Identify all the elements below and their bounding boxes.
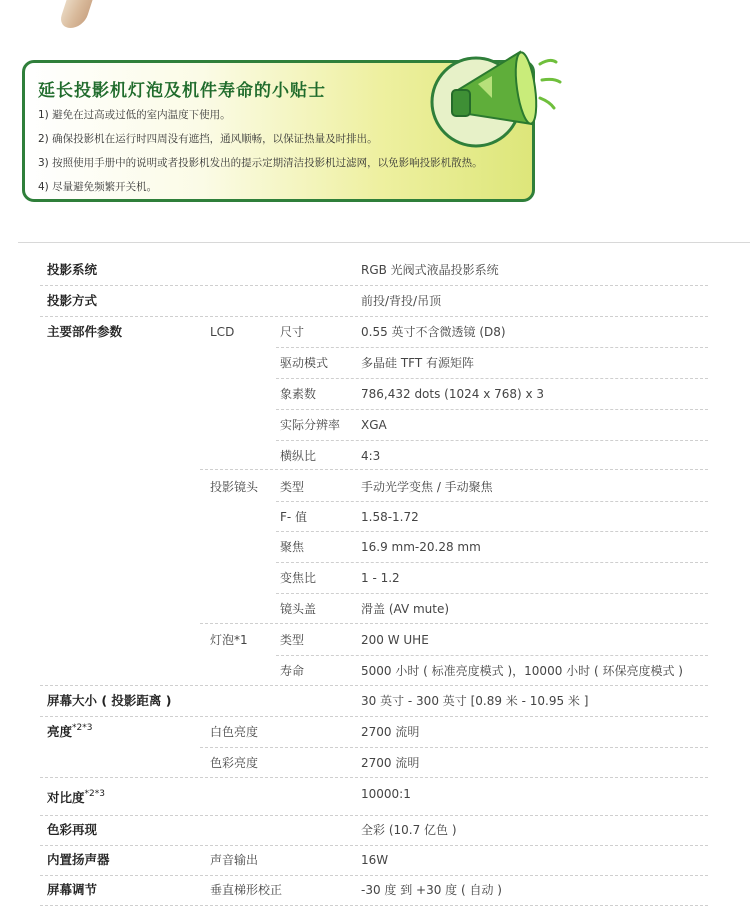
- spec-value: 多晶硅 TFT 有源矩阵: [361, 356, 474, 370]
- table-row: [0, 656, 750, 686]
- spec-value: 0.55 英寸不含微透镜 (D8): [361, 325, 506, 339]
- spec-group: LCD: [210, 325, 235, 339]
- spec-value: 1 - 1.2: [361, 571, 400, 585]
- spec-attribute: 横纵比: [280, 449, 317, 463]
- tip-title: 延长投影机灯泡及机件寿命的小贴士: [38, 81, 326, 101]
- table-row: [0, 502, 750, 532]
- table-row: [0, 532, 750, 562]
- spec-value: 4:3: [361, 449, 381, 463]
- spec-group: 投影镜头: [210, 480, 259, 494]
- spec-category: 对比度$^{*2*3}$: [47, 789, 105, 805]
- table-row: [0, 686, 750, 716]
- spec-group: 灯泡*1: [210, 633, 248, 647]
- spec-attribute: 聚焦: [280, 540, 305, 554]
- footnote-marker: *2*3: [72, 723, 93, 733]
- tip-item: 2) 确保投影机在运行时四周没有遮挡，通风顺畅，以保证热量及时排出。: [38, 133, 378, 145]
- spec-value: 全彩 (10.7 亿色 ): [361, 823, 457, 837]
- table-row: [0, 781, 750, 815]
- spec-group: 垂直梯形校正: [210, 883, 283, 897]
- table-row: [0, 748, 750, 778]
- spec-attribute: 镜头盖: [280, 602, 317, 616]
- tip-list: [38, 107, 483, 203]
- row-separator: [200, 623, 708, 624]
- table-row: [0, 379, 750, 409]
- spec-group: 声音输出: [210, 853, 259, 867]
- spec-value: 5000 小时 ( 标准亮度模式 )，10000 小时 ( 环保亮度模式 ): [361, 664, 683, 678]
- spec-value: 1.58-1.72: [361, 510, 419, 524]
- table-row: [0, 875, 750, 905]
- spec-value: 滑盖 (AV mute): [361, 602, 450, 616]
- megaphone-icon: [428, 30, 568, 150]
- section-divider: [18, 242, 750, 243]
- table-row: [0, 410, 750, 440]
- spec-category: 屏幕调节: [47, 882, 98, 897]
- table-row: [0, 348, 750, 378]
- spec-attribute: F- 值: [280, 510, 308, 524]
- spec-value: 200 W UHE: [361, 633, 429, 647]
- table-row: [0, 286, 750, 316]
- spec-attribute: 尺寸: [280, 325, 305, 339]
- table-row: [0, 594, 750, 624]
- spec-attribute: 类型: [280, 633, 305, 647]
- row-separator: [200, 469, 708, 470]
- spec-attribute: 变焦比: [280, 571, 317, 585]
- tip-item: 1) 避免在过高或过低的室内温度下使用。: [38, 109, 231, 121]
- spec-category: 屏幕大小 ( 投影距离 ): [47, 693, 172, 708]
- spec-category: 亮度$^{*2*3}$: [47, 723, 93, 739]
- footnote-marker: *2*3: [84, 789, 105, 799]
- spec-value: RGB 光阀式液晶投影系统: [361, 263, 499, 277]
- spec-attribute: 寿命: [280, 664, 305, 678]
- spec-group: 白色亮度: [210, 725, 259, 739]
- table-row: [0, 815, 750, 845]
- spec-category: 主要部件参数: [47, 324, 123, 339]
- spec-attribute: 类型: [280, 480, 305, 494]
- spec-group: 色彩亮度: [210, 756, 259, 770]
- spec-value: 手动光学变焦 / 手动聚焦: [361, 480, 493, 494]
- spec-value: 16W: [361, 853, 389, 867]
- table-row: [0, 441, 750, 471]
- spec-value: 2700 流明: [361, 725, 420, 739]
- table-row: [0, 472, 750, 502]
- spec-value: XGA: [361, 418, 387, 432]
- table-row: [0, 717, 750, 747]
- table-row: [0, 317, 750, 347]
- row-separator: [40, 905, 708, 906]
- tip-item: 3) 按照使用手册中的说明或者投影机发出的提示定期清洁投影机过滤网，以免影响投影机散热。: [38, 157, 483, 169]
- spec-category: 内置扬声器: [47, 852, 110, 867]
- pointing-hand-image: [57, 0, 92, 28]
- spec-attribute: 驱动模式: [280, 356, 329, 370]
- table-row: [0, 845, 750, 875]
- spec-attribute: 象素数: [280, 387, 317, 401]
- spec-value: 前投/背投/吊顶: [361, 294, 442, 308]
- spec-attribute: 实际分辨率: [280, 418, 341, 432]
- spec-category: 色彩再现: [47, 822, 98, 837]
- spec-value: 786,432 dots (1024 x 768) x 3: [361, 387, 545, 401]
- spec-value: 30 英寸 - 300 英寸 [0.89 米 - 10.95 米 ]: [361, 694, 589, 708]
- spec-category: 投影方式: [47, 293, 98, 308]
- row-separator: [40, 777, 708, 778]
- tip-item: 4) 尽量避免频繁开关机。: [38, 181, 158, 193]
- spec-value: 16.9 mm-20.28 mm: [361, 540, 481, 554]
- table-row: [0, 255, 750, 285]
- spec-value: 2700 流明: [361, 756, 420, 770]
- table-row: [0, 563, 750, 593]
- spec-value: 10000:1: [361, 787, 411, 801]
- spec-category: 投影系统: [47, 262, 98, 277]
- spec-value: -30 度 到 +30 度 ( 自动 ): [361, 883, 502, 897]
- table-row: [0, 625, 750, 655]
